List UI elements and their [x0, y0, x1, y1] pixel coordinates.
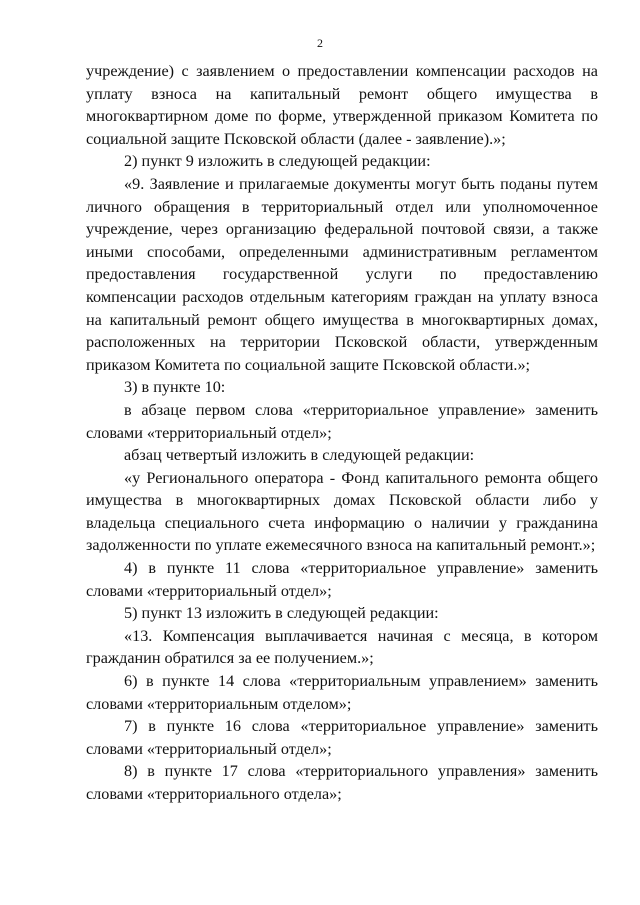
- paragraph-6: абзац четвертый изложить в следующей редакции:: [124, 446, 475, 465]
- paragraph-12: 7) в пункте 16 слова «территориальное управление» заменить словами «территориальный отдел»;: [86, 717, 598, 758]
- paragraph-2: 2) пункт 9 изложить в следующей редакции:: [124, 152, 431, 171]
- paragraph-7: «у Регионального оператора - Фонд капитального ремонта общего имущества в многоквартирных домах Псковской области либо у владельца специального счета информацию о наличии у гражданина задолженности по уплате ежемесячного взноса на капитальный ремонт.»;: [86, 468, 598, 555]
- paragraph-11: 6) в пункте 14 слова «территориальным управлением» заменить словами «территориальным отделом»;: [86, 672, 598, 713]
- paragraph-13: 8) в пункте 17 слова «территориального управления» заменить словами «территориального отдела»;: [86, 762, 598, 803]
- paragraph-10: «13. Компенсация выплачивается начиная с месяца, в котором гражданин обратился за ее получением.»;: [86, 626, 598, 668]
- paragraph-9: 5) пункт 13 изложить в следующей редакции:: [124, 604, 439, 623]
- document-body: [86, 60, 598, 806]
- page-number: 2: [317, 36, 323, 50]
- paragraph-1: учреждение) с заявлением о предоставлении компенсации расходов на уплату взноса на капитальный ремонт общего имущества в многоквартирном доме по форме, утвержденной приказом Комитета по социальной защите Псковской области (далее - заявление).»;: [86, 62, 598, 148]
- paragraph-4: 3) в пункте 10:: [124, 378, 226, 397]
- paragraph-8: 4) в пункте 11 слова «территориальное управление» заменить словами «территориальный отдел»;: [86, 559, 598, 600]
- paragraph-5: в абзаце первом слова «территориальное управление» заменить словами «территориальный отдел»;: [86, 400, 598, 442]
- paragraph-3: «9. Заявление и прилагаемые документы могут быть поданы путем личного обращения в территориальный отдел или уполномоченное учреждение, через организацию федеральной почтовой связи, а также иными способами, определенными административным регламентом предоставления государственной услуги по предоставлению компенсации расходов отдельным категориям граждан на уплату взноса на капитальный ремонт общего имущества в многоквартирных домах, расположенных на территории Псковской области, утвержденным приказом Комитета по социальной защите Псковской области.»;: [86, 174, 598, 374]
